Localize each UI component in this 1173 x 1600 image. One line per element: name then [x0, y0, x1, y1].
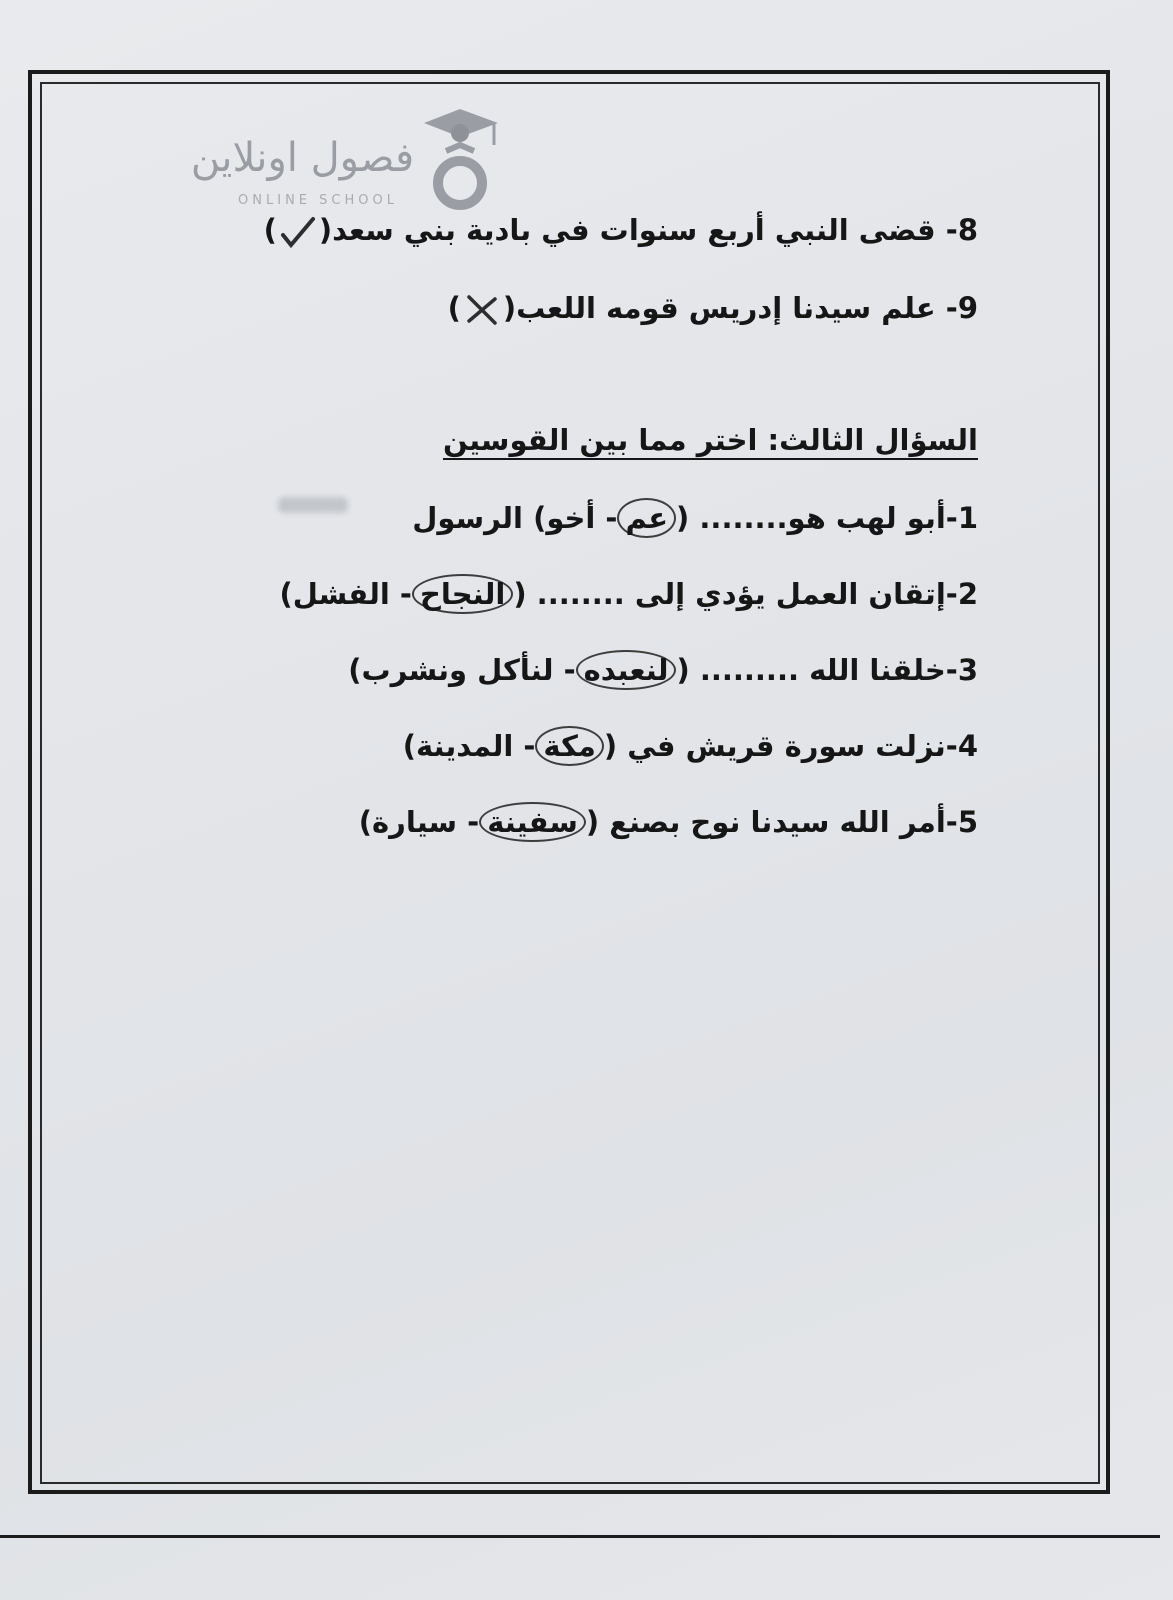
choice-suffix: الرسول: [412, 501, 534, 535]
choice-rest: - لنأكل ونشرب): [348, 653, 576, 687]
close-bracket: ): [263, 213, 277, 247]
open-bracket: (: [676, 501, 690, 535]
choice-item-2: [279, 574, 978, 614]
logo-english-text: ONLINE SCHOOL: [238, 193, 398, 208]
circled-answer: مكة: [535, 726, 603, 766]
true-false-item-8: [264, 210, 978, 250]
circled-answer: النجاح: [412, 574, 513, 614]
open-bracket: (: [585, 805, 600, 839]
ink-smudge: [278, 497, 348, 513]
item-text: 9- علم سيدنا إدريس قومه اللعب: [516, 291, 978, 325]
choice-rest: - المدينة): [402, 729, 536, 763]
choice-prefix: 2-إتقان العمل يؤدي إلى ........: [526, 577, 978, 611]
bottom-rule: [0, 1535, 1160, 1538]
open-bracket: (: [513, 577, 527, 611]
logo-arabic-text: فصول اونلاين: [190, 135, 415, 181]
graduation-cap-icon: [422, 105, 502, 215]
choice-rest: - سيارة): [358, 805, 480, 839]
choice-rest: - الفشل): [279, 577, 412, 611]
choice-item-5: [359, 802, 978, 842]
cross-mark-icon: [461, 293, 503, 327]
school-logo: [190, 105, 510, 215]
item-text: 8- قضى النبي أربع سنوات في بادية بني سعد: [332, 213, 978, 247]
choice-item-1: [412, 498, 978, 538]
open-bracket: (: [603, 729, 618, 763]
choice-item-3: [348, 650, 978, 690]
choice-prefix: 1-أبو لهب هو........: [689, 501, 978, 535]
close-bracket: ): [447, 291, 461, 325]
choice-prefix: 5-أمر الله سيدنا نوح بصنع: [599, 805, 978, 839]
open-bracket: (: [318, 213, 333, 247]
section-3-title: السؤال الثالث: اختر مما بين القوسين: [442, 423, 978, 457]
true-false-item-9: [448, 288, 978, 328]
choice-prefix: 4-نزلت سورة قريش في: [617, 729, 978, 763]
choice-rest: - أخو): [533, 501, 618, 535]
checkmark-icon: [277, 215, 319, 249]
circled-answer: سفينة: [479, 802, 586, 842]
open-bracket: (: [676, 653, 690, 687]
choice-prefix: 3-خلقنا الله .........: [689, 653, 978, 687]
circled-answer: عم: [617, 498, 676, 538]
circled-answer: لنعبده: [576, 650, 677, 690]
choice-item-4: [403, 726, 978, 766]
open-bracket: (: [502, 291, 517, 325]
